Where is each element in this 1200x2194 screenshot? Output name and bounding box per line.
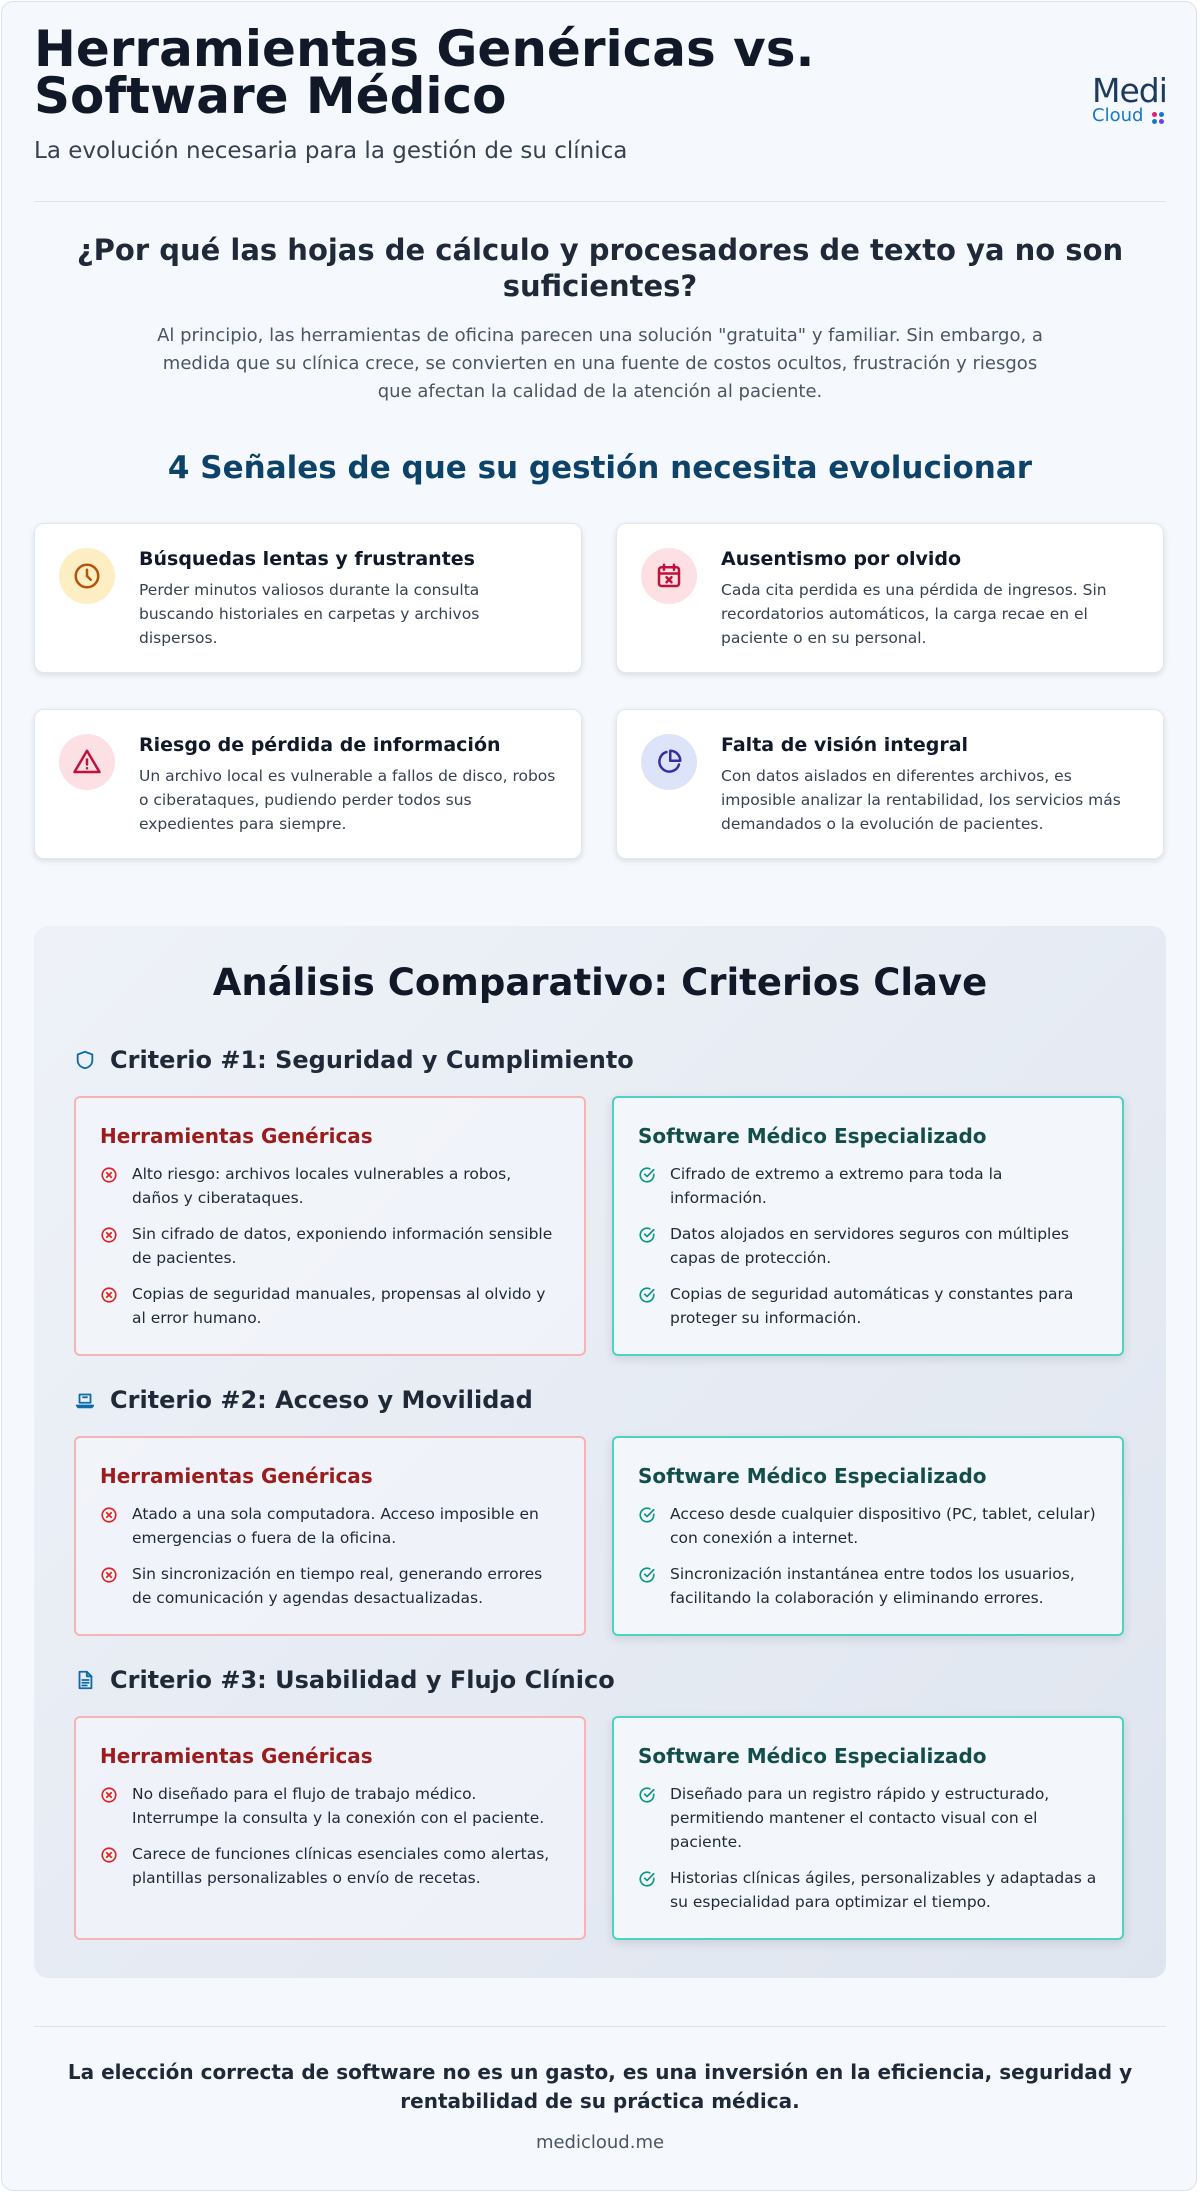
generic-list	[100, 1502, 562, 1622]
signal-text: Cada cita perdida es una pérdida de ingresos. Sin recordatorios automáticos, la carga recae en el paciente o en su personal.	[721, 581, 1107, 647]
signal-text: Perder minutos valiosos durante la consulta buscando historiales en carpetas y archivos dispersos.	[139, 581, 480, 647]
x-circle-icon	[100, 1786, 118, 1804]
check-circle-icon	[638, 1566, 656, 1584]
list-item-text: Sin cifrado de datos, exponiendo información sensible de pacientes.	[132, 1225, 553, 1267]
list-item	[100, 1502, 562, 1550]
list-item	[638, 1222, 1100, 1270]
list-item-text: Atado a una sola computadora. Acceso imposible en emergencias o fuera de la oficina.	[132, 1505, 539, 1547]
list-item	[638, 1162, 1100, 1210]
check-circle-icon	[638, 1226, 656, 1244]
medical-software-heading: Software Médico Especializado	[638, 1744, 987, 1768]
x-circle-icon	[100, 1166, 118, 1184]
list-item	[100, 1162, 562, 1210]
generic-list	[100, 1162, 562, 1342]
list-item-text: Sin sincronización en tiempo real, generando errores de comunicación y agendas desactualizadas.	[132, 1565, 543, 1607]
calendar-x-icon	[641, 548, 697, 604]
list-item-text: Diseñado para un registro rápido y estructurado, permitiendo mantener el contacto visual con el paciente.	[670, 1785, 1050, 1851]
generic-tools-heading: Herramientas Genéricas	[100, 1464, 373, 1488]
check-circle-icon	[638, 1870, 656, 1888]
list-item-text: Alto riesgo: archivos locales vulnerables a robos, daños y ciberataques.	[132, 1165, 512, 1207]
list-item	[100, 1222, 562, 1270]
list-item	[100, 1562, 562, 1610]
x-circle-icon	[100, 1566, 118, 1584]
generic-tools-heading: Herramientas Genéricas	[100, 1124, 373, 1148]
clock-icon	[59, 548, 115, 604]
list-item-text: No diseñado para el flujo de trabajo médico. Interrumpe la consulta y la conexión con el paciente.	[132, 1785, 545, 1827]
criterion-heading	[74, 1386, 533, 1414]
list-item-text: Copias de seguridad manuales, propensas al olvido y al error humano.	[132, 1285, 546, 1327]
intro-question: ¿Por qué las hojas de cálculo y procesadores de texto ya no son suficientes?	[76, 233, 1124, 303]
generic-list	[100, 1782, 562, 1902]
list-item-text: Carece de funciones clínicas esenciales como alertas, plantillas personalizables o envío de recetas.	[132, 1845, 550, 1887]
x-circle-icon	[100, 1506, 118, 1524]
pie-chart-icon	[641, 734, 697, 790]
criterion-title: Criterio #2: Acceso y Movilidad	[110, 1386, 533, 1414]
signal-title: Riesgo de pérdida de información	[139, 734, 501, 756]
list-item	[100, 1282, 562, 1330]
footer-url-link[interactable]: medicloud.me	[535, 2132, 665, 2153]
generic-tools-box	[74, 1716, 586, 1940]
x-circle-icon	[100, 1226, 118, 1244]
medicloud-logo[interactable]	[1092, 71, 1167, 130]
intro-text: Al principio, las herramientas de oficina parecen una solución "gratuita" y familiar. Sin embargo, a medida que su clínica crece, se convierten en una fuente de costos ocultos, frustración y riesgos que afectan la calidad de la atención al paciente.	[157, 325, 1043, 402]
closing-statement: La elección correcta de software no es un gasto, es una inversión en la eficiencia, seguridad y rentabilidad de su práctica médica.	[67, 2060, 1133, 2113]
page-title: Herramientas Genéricas vs. Software Médico	[34, 20, 815, 125]
list-item-text: Datos alojados en servidores seguros con múltiples capas de protección.	[670, 1225, 1069, 1267]
generic-tools-box	[74, 1436, 586, 1636]
list-item	[638, 1866, 1100, 1914]
medical-software-heading: Software Médico Especializado	[638, 1464, 987, 1488]
divider	[34, 201, 1166, 202]
signals-title: 4 Señales de que su gestión necesita evolucionar	[167, 450, 1033, 486]
medical-software-box	[612, 1096, 1124, 1356]
shield-icon	[74, 1048, 96, 1072]
signal-card-slow-search	[34, 523, 582, 673]
medical-software-box	[612, 1436, 1124, 1636]
comparison-title: Análisis Comparativo: Criterios Clave	[212, 961, 988, 1004]
signal-text: Un archivo local es vulnerable a fallos de disco, robos o ciberataques, pudiendo perder todos sus expedientes para siempre.	[139, 767, 556, 833]
criterion-title: Criterio #1: Seguridad y Cumplimiento	[110, 1046, 634, 1074]
list-item-text: Sincronización instantánea entre todos los usuarios, facilitando la colaboración y eliminando errores.	[670, 1565, 1075, 1607]
signal-title: Ausentismo por olvido	[721, 548, 962, 570]
list-item	[638, 1782, 1100, 1854]
list-item	[638, 1562, 1100, 1610]
check-circle-icon	[638, 1786, 656, 1804]
criterion-heading	[74, 1666, 615, 1694]
signal-card-data-loss	[34, 709, 582, 859]
list-item	[638, 1282, 1100, 1330]
medical-software-heading: Software Médico Especializado	[638, 1124, 987, 1148]
signal-title: Búsquedas lentas y frustrantes	[139, 548, 475, 570]
logo-text-cloud: Cloud	[1092, 105, 1144, 126]
comparison-section	[34, 926, 1166, 1978]
x-circle-icon	[100, 1286, 118, 1304]
check-circle-icon	[638, 1506, 656, 1524]
generic-tools-heading: Herramientas Genéricas	[100, 1744, 373, 1768]
logo-dots-icon	[1152, 112, 1166, 126]
medical-software-box	[612, 1716, 1124, 1940]
warning-icon	[59, 734, 115, 790]
list-item-text: Cifrado de extremo a extremo para toda la información.	[670, 1165, 1003, 1207]
list-item	[638, 1502, 1100, 1550]
signal-card-absenteeism	[616, 523, 1164, 673]
signal-title: Falta de visión integral	[721, 734, 969, 756]
signal-card-no-overview	[616, 709, 1164, 859]
check-circle-icon	[638, 1166, 656, 1184]
page-subtitle: La evolución necesaria para la gestión de su clínica	[34, 138, 628, 164]
check-circle-icon	[638, 1286, 656, 1304]
list-item-text: Copias de seguridad automáticas y constantes para proteger su información.	[670, 1285, 1074, 1327]
medical-list	[638, 1782, 1100, 1926]
criterion-title: Criterio #3: Usabilidad y Flujo Clínico	[110, 1666, 615, 1694]
signal-text: Con datos aislados en diferentes archivos, es imposible analizar la rentabilidad, los servicios más demandados o la evolución de pacientes.	[721, 767, 1121, 833]
logo-text-medi: Medi	[1092, 71, 1167, 110]
list-item	[100, 1842, 562, 1890]
list-item-text: Acceso desde cualquier dispositivo (PC, tablet, celular) con conexión a internet.	[670, 1505, 1096, 1547]
x-circle-icon	[100, 1846, 118, 1864]
list-item-text: Historias clínicas ágiles, personalizables y adaptadas a su especialidad para optimizar el tiempo.	[670, 1869, 1097, 1911]
list-item	[100, 1782, 562, 1830]
criterion-heading	[74, 1046, 634, 1074]
document-icon	[74, 1668, 96, 1692]
divider	[34, 2026, 1166, 2027]
laptop-icon	[74, 1388, 96, 1412]
generic-tools-box	[74, 1096, 586, 1356]
medical-list	[638, 1502, 1100, 1622]
medical-list	[638, 1162, 1100, 1342]
